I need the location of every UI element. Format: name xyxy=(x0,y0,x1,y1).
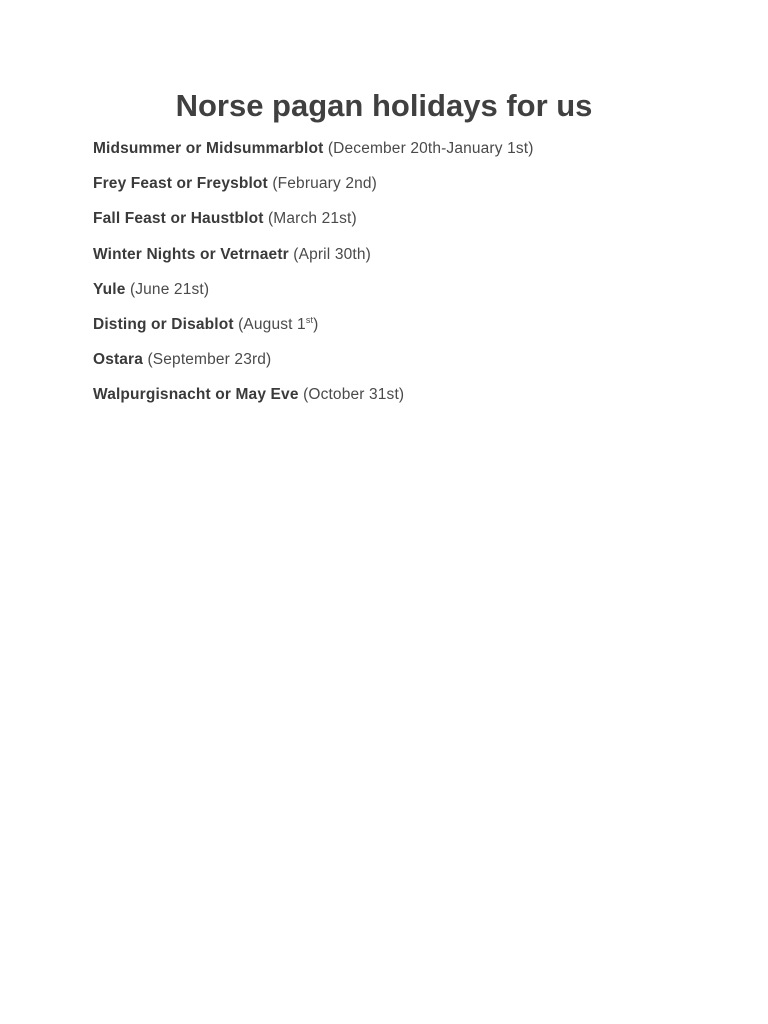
holiday-name: Disting or Disablot xyxy=(93,315,234,333)
holiday-date-prefix: (August 1 xyxy=(238,315,306,333)
holiday-name: Walpurgisnacht or May Eve xyxy=(93,386,299,404)
holiday-item xyxy=(93,279,534,300)
holiday-item xyxy=(93,208,534,229)
holiday-name: Fall Feast or Haustblot xyxy=(93,210,264,228)
document-title: Norse pagan holidays for us xyxy=(175,88,593,123)
holiday-name: Ostara xyxy=(93,351,144,369)
holiday-list xyxy=(93,138,534,420)
holiday-date xyxy=(238,316,318,333)
holiday-date: (September 23rd) xyxy=(147,351,272,369)
holiday-date-suffix: ) xyxy=(313,315,319,333)
holiday-item xyxy=(93,349,534,370)
holiday-date: (December 20th-January 1st) xyxy=(327,140,534,157)
holiday-date: (April 30th) xyxy=(293,245,371,263)
ordinal-suffix: st xyxy=(305,314,314,325)
holiday-item xyxy=(93,384,534,405)
holiday-item xyxy=(93,138,534,159)
holiday-item xyxy=(93,244,534,265)
holiday-date: (March 21st) xyxy=(268,210,357,228)
holiday-item xyxy=(93,314,534,335)
holiday-name: Yule xyxy=(93,280,126,298)
holiday-date: (June 21st) xyxy=(129,280,210,298)
holiday-name: Midsummer or Midsummarblot xyxy=(93,140,324,157)
holiday-item xyxy=(93,173,534,194)
holiday-date: (February 2nd) xyxy=(272,175,377,193)
holiday-name: Frey Feast or Freysblot xyxy=(93,175,268,193)
holiday-name: Winter Nights or Vetrnaetr xyxy=(93,245,289,263)
holiday-date: (October 31st) xyxy=(303,386,405,404)
